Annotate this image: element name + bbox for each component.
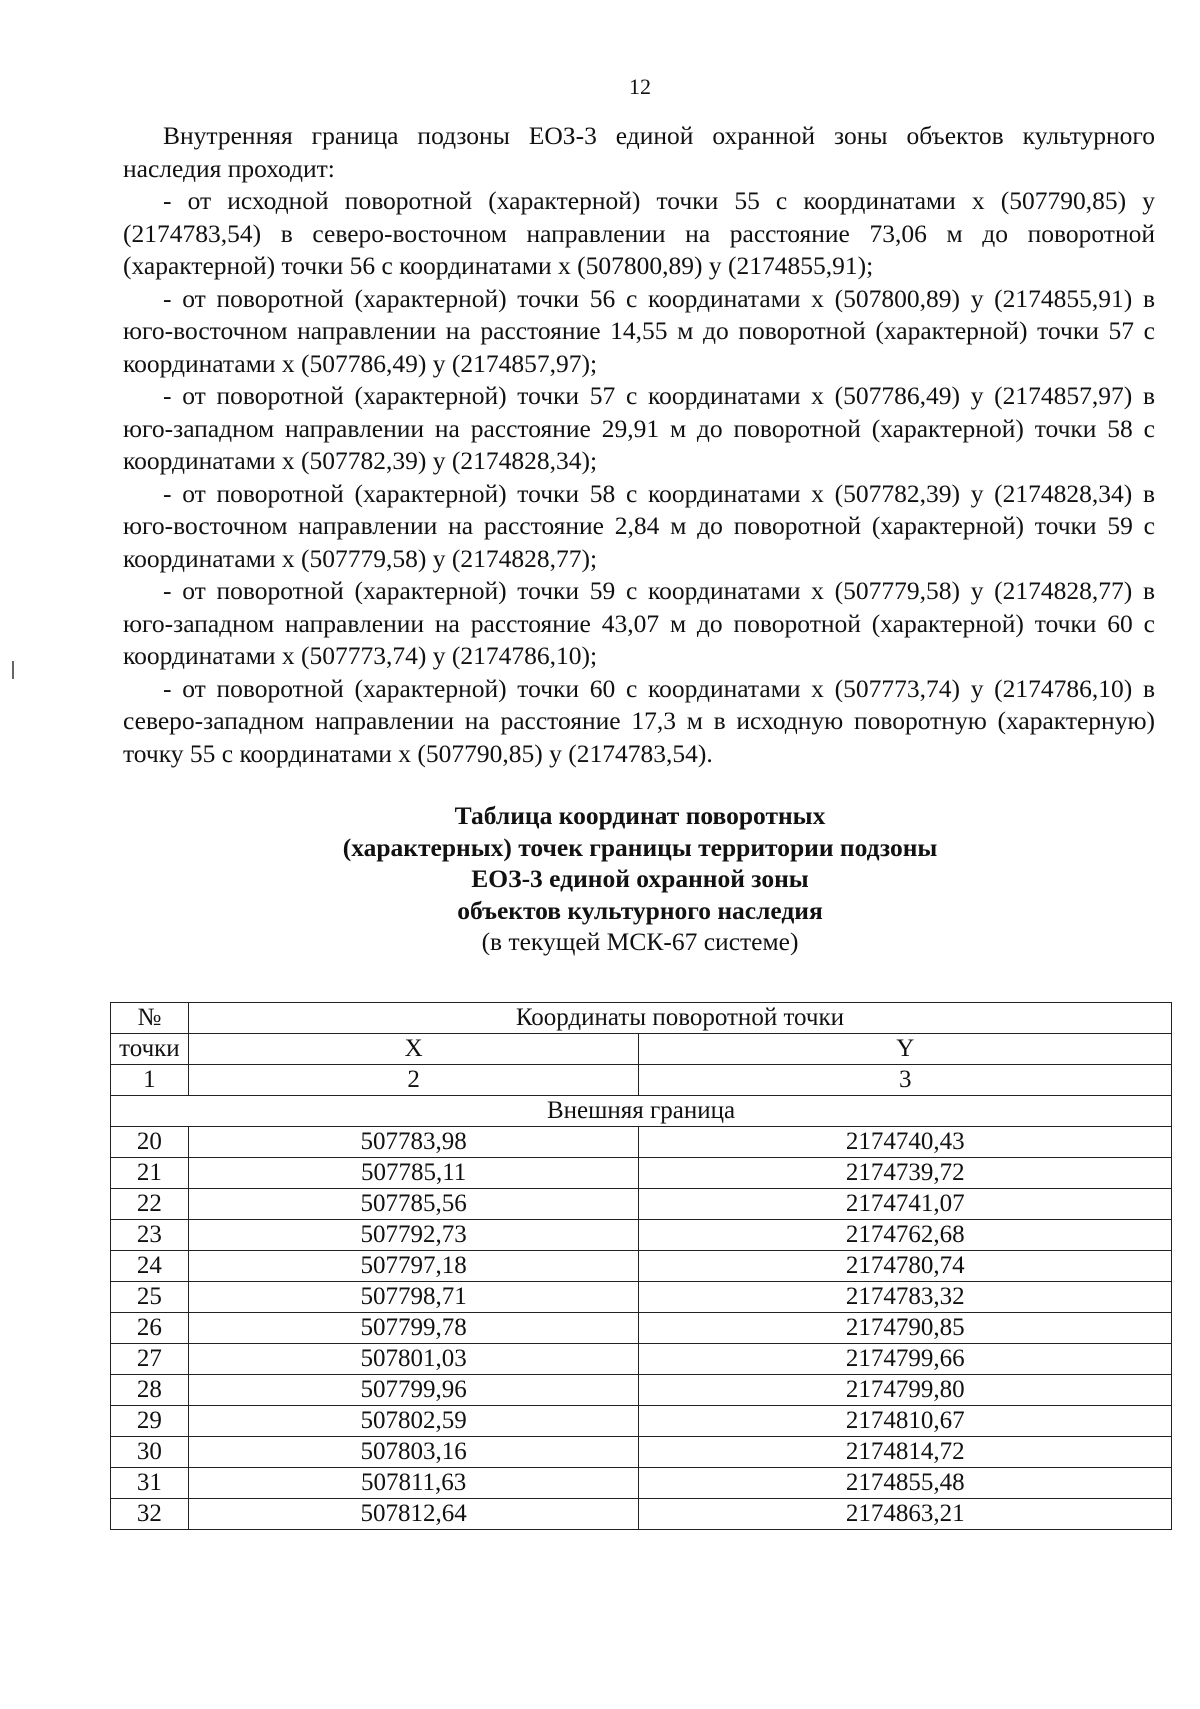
coord-x-cell: 507798,71 <box>188 1282 639 1313</box>
coord-y-cell: 2174783,32 <box>639 1282 1172 1313</box>
point-number-cell: 30 <box>111 1437 189 1468</box>
column-index-1: 1 <box>111 1065 189 1096</box>
table-row <box>111 1499 1172 1530</box>
paragraph-segment-57-58: - от поворотной (характерной) точки 57 с координатами х (507786,49) у (2174857,97) в юго-западном направлении на расстояние 29,91 м до поворотной (характерной) точки 58 с координатами х (507782,39) у (2174828,34); <box>123 381 1155 475</box>
header-y: Y <box>639 1034 1172 1065</box>
point-number-cell: 25 <box>111 1282 189 1313</box>
coordinates-table <box>110 1002 1172 1530</box>
table-row <box>111 1282 1172 1313</box>
coord-x-cell: 507785,11 <box>188 1158 639 1189</box>
point-number-cell: 22 <box>111 1189 189 1220</box>
coord-x-cell: 507803,16 <box>188 1437 639 1468</box>
point-number-cell: 23 <box>111 1220 189 1251</box>
point-number-cell: 21 <box>111 1158 189 1189</box>
table-row <box>111 1375 1172 1406</box>
point-number-cell: 28 <box>111 1375 189 1406</box>
paragraph-segment-59-60: - от поворотной (характерной) точки 59 с координатами х (507779,58) у (2174828,77) в юго-западном направлении на расстояние 43,07 м до поворотной (характерной) точки 60 с координатами х (507773,74) у (2174786,10); <box>123 576 1155 670</box>
coord-y-cell: 2174762,68 <box>639 1220 1172 1251</box>
coord-x-cell: 507811,63 <box>188 1468 639 1499</box>
coord-y-cell: 2174740,43 <box>639 1127 1172 1158</box>
table-row <box>111 1158 1172 1189</box>
table-section-row <box>111 1096 1172 1127</box>
coord-y-cell: 2174780,74 <box>639 1251 1172 1282</box>
point-number-cell: 29 <box>111 1406 189 1437</box>
coord-x-cell: 507783,98 <box>188 1127 639 1158</box>
coord-x-cell: 507797,18 <box>188 1251 639 1282</box>
table-row <box>111 1406 1172 1437</box>
table-row <box>111 1220 1172 1251</box>
table-row <box>111 1313 1172 1344</box>
table-subheader-row <box>111 1034 1172 1065</box>
coord-x-cell: 507801,03 <box>188 1344 639 1375</box>
table-row <box>111 1344 1172 1375</box>
column-index-3: 3 <box>639 1065 1172 1096</box>
point-number-cell: 20 <box>111 1127 189 1158</box>
header-x: X <box>188 1034 639 1065</box>
coord-y-cell: 2174739,72 <box>639 1158 1172 1189</box>
table-row <box>111 1251 1172 1282</box>
paragraph-segment-56-57: - от поворотной (характерной) точки 56 с координатами х (507800,89) у (2174855,91) в юго-восточном направлении на расстояние 14,55 м до поворотной (характерной) точки 57 с координатами х (507786,49) у (2174857,97); <box>123 283 1155 378</box>
table-row <box>111 1437 1172 1468</box>
table-row <box>111 1468 1172 1499</box>
point-number-cell: 27 <box>111 1344 189 1375</box>
coord-y-cell: 2174799,80 <box>639 1375 1172 1406</box>
header-point-number-bottom: точки <box>111 1034 189 1065</box>
paragraph-segment-58-59: - от поворотной (характерной) точки 58 с координатами х (507782,39) у (2174828,34) в юго-восточном направлении на расстояние 2,84 м до поворотной (характерной) точки 59 с координатами х (507779,58) у (2174828,77); <box>123 478 1155 573</box>
coord-x-cell: 507812,64 <box>188 1499 639 1530</box>
coord-y-cell: 2174855,48 <box>639 1468 1172 1499</box>
table-column-index-row <box>111 1065 1172 1096</box>
header-coordinates: Координаты поворотной точки <box>188 1003 1171 1034</box>
point-number-cell: 24 <box>111 1251 189 1282</box>
coord-y-cell: 2174790,85 <box>639 1313 1172 1344</box>
boundary-description <box>123 120 1155 770</box>
coord-x-cell: 507799,96 <box>188 1375 639 1406</box>
table-title-line-3: ЕОЗ-3 единой охранной зоны <box>471 864 809 893</box>
coord-y-cell: 2174814,72 <box>639 1437 1172 1468</box>
coord-x-cell: 507802,59 <box>188 1406 639 1437</box>
table-title-line-5: (в текущей МСК-67 системе) <box>481 927 799 956</box>
point-number-cell: 32 <box>111 1499 189 1530</box>
coord-y-cell: 2174863,21 <box>639 1499 1172 1530</box>
coord-y-cell: 2174741,07 <box>639 1189 1172 1220</box>
coord-y-cell: 2174810,67 <box>639 1406 1172 1437</box>
table-header-row <box>111 1003 1172 1034</box>
point-number-cell: 31 <box>111 1468 189 1499</box>
table-row <box>111 1127 1172 1158</box>
section-outer-boundary: Внешняя граница <box>111 1096 1172 1127</box>
point-number-cell: 26 <box>111 1313 189 1344</box>
paragraph-intro: Внутренняя граница подзоны ЕОЗ-3 единой охранной зоны объектов культурного наследия проходит: <box>123 121 1155 183</box>
table-title-line-1: Таблица координат поворотных <box>454 801 826 830</box>
paragraph-segment-60-55: - от поворотной (характерной) точки 60 с координатами х (507773,74) у (2174786,10) в северо-западном направлении на расстояние 17,3 м в исходную поворотную (характерную) точку 55 с координатами х (507790,85) у (2174783,54). <box>123 673 1155 768</box>
table-title-line-2: (характерных) точек границы территории подзоны <box>342 832 938 862</box>
table-title <box>0 800 1200 958</box>
table-title-line-4: объектов культурного наследия <box>457 895 823 925</box>
paragraph-segment-55-56: - от исходной поворотной (характерной) точки 55 с координатами х (507790,85) у (2174783,54) в северо-восточном направлении на расстояние 73,06 м до поворотной (характерной) точки 56 с координатами х (507800,89) у (2174855,91); <box>123 186 1155 280</box>
page-number: 12 <box>629 74 651 99</box>
scan-margin-mark <box>12 661 14 679</box>
coord-x-cell: 507799,78 <box>188 1313 639 1344</box>
coord-x-cell: 507785,56 <box>188 1189 639 1220</box>
column-index-2: 2 <box>188 1065 639 1096</box>
header-point-number-top: № <box>111 1003 189 1034</box>
table-row <box>111 1189 1172 1220</box>
coord-y-cell: 2174799,66 <box>639 1344 1172 1375</box>
coord-x-cell: 507792,73 <box>188 1220 639 1251</box>
